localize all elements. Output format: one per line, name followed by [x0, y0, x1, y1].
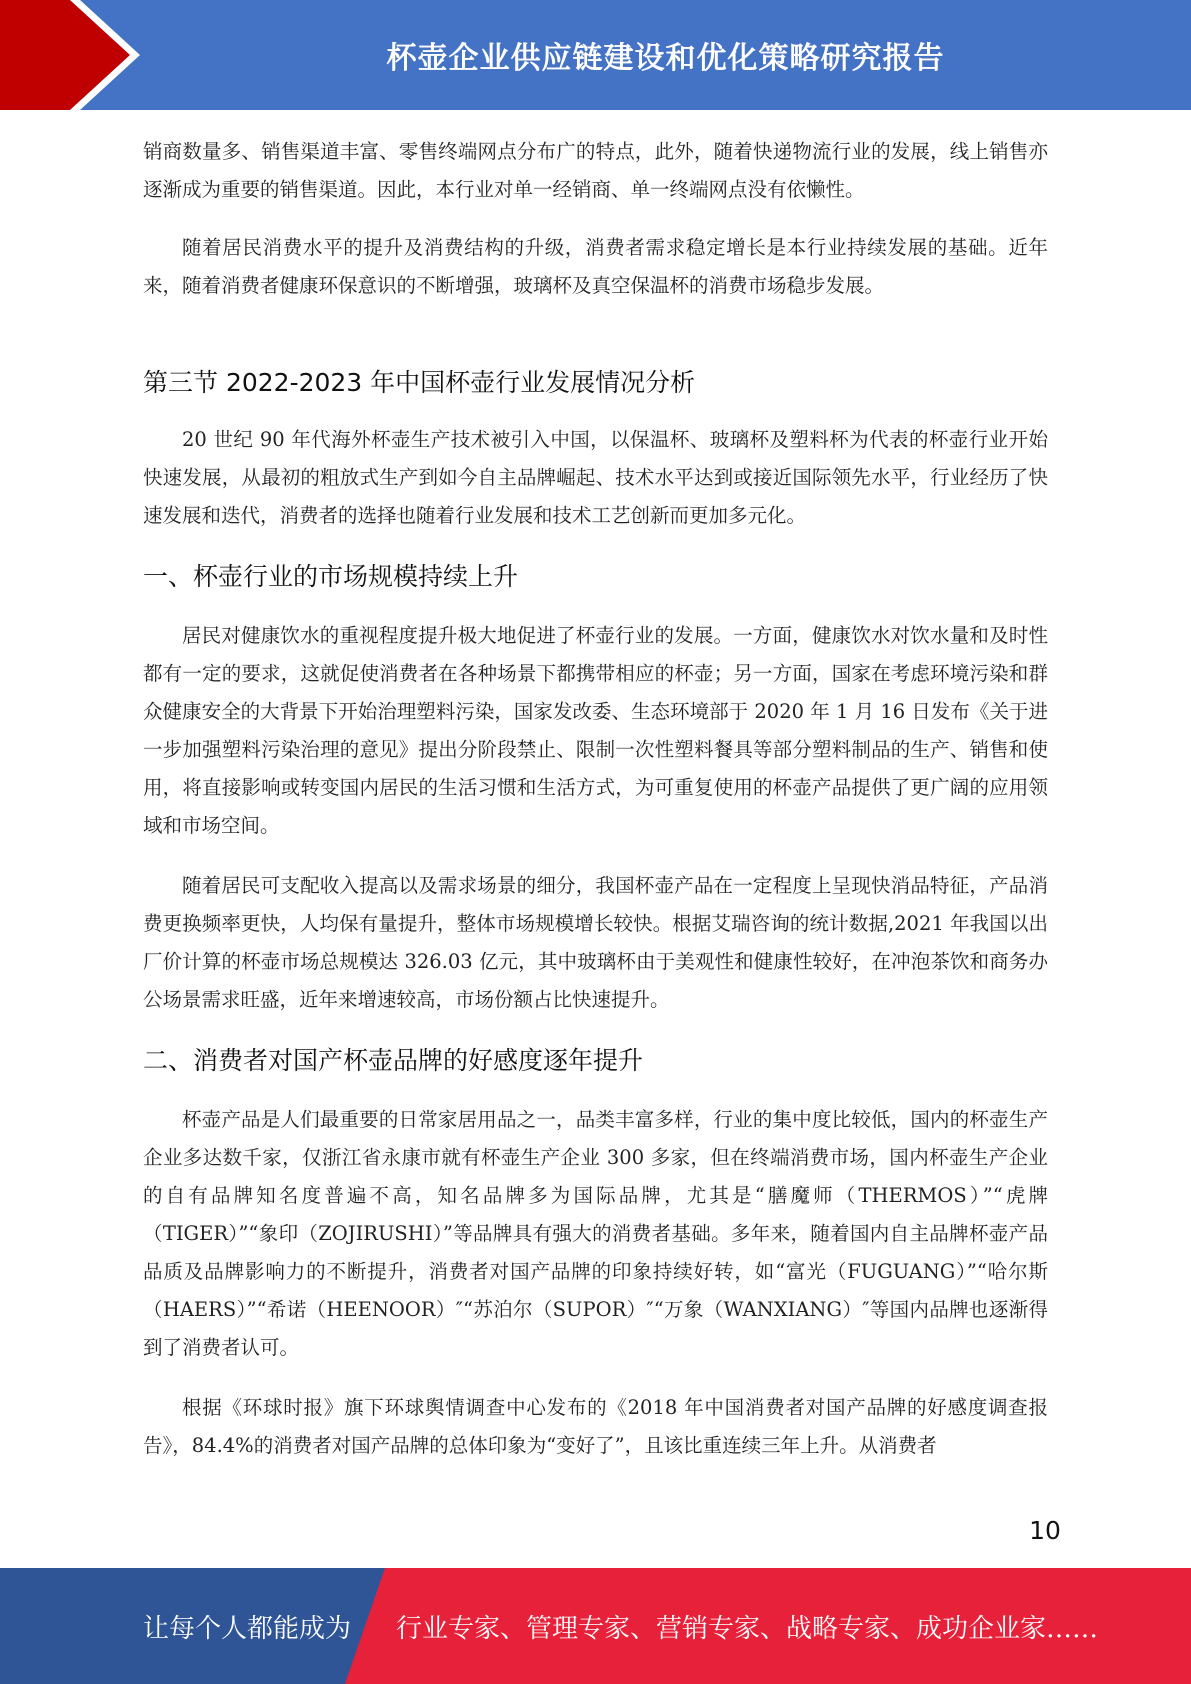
paragraph: 杯壶产品是人们最重要的日常家居用品之一，品类丰富多样，行业的集中度比较低，国内的杯壶生产企业多达数千家，仅浙江省永康市就有杯壶生产企业 300 多家，但在终端消费市场，国内杯壶生产企业的自有品牌知名度普遍不高，知名品牌多为国际品牌，尤其是“膳魔师（THERMOS）”“虎牌（TIGER）”“象印（ZOJIRUSHI）”等品牌具有强大的消费者基础。多年来，随着国内自主品牌杯壶产品品质及品牌影响力的不断提升，消费者对国产品牌的印象持续好转，如“富光（FUGUANG）”“哈尔斯（HAERS）”“希诺（HEENOOR）″“苏泊尔（SUPOR）″“万象（WANXIANG）″等国内品牌也逐渐得到了消费者认可。 — [143, 1108, 1048, 1359]
footer-slogan-right: 行业专家、管理专家、营销专家、战略专家、成功企业家…… — [396, 1613, 1099, 1644]
document-body — [143, 133, 1048, 1487]
paragraph: 根据《环球时报》旗下环球舆情调查中心发布的《2018 年中国消费者对国产品牌的好感度调查报告》，84.4%的消费者对国产品牌的总体印象为“变好了”，且该比重连续三年上升。从消费者 — [143, 1396, 1048, 1457]
paragraph: 20 世纪 90 年代海外杯壶生产技术被引入中国，以保温杯、玻璃杯及塑料杯为代表的杯壶行业开始快速发展，从最初的粗放式生产到如今自主品牌崛起、技术水平达到或接近国际领先水平，行业经历了快速发展和迭代，消费者的选择也随着行业发展和技术工艺创新而更加多元化。 — [143, 428, 1048, 527]
footer-slogan-left: 让每个人都能成为 — [143, 1613, 352, 1644]
page-header — [0, 0, 1191, 110]
paragraph: 销商数量多、销售渠道丰富、零售终端网点分布广的特点，此外，随着快递物流行业的发展，线上销售亦逐渐成为重要的销售渠道。因此，本行业对单一经销商、单一终端网点没有依懒性。 — [143, 140, 1048, 201]
section-title: 第三节 2022-2023 年中国杯壶行业发展情况分析 — [143, 368, 696, 397]
page-number: 10 — [1029, 1516, 1061, 1545]
subsection-title: 一、杯壶行业的市场规模持续上升 — [143, 562, 519, 591]
subsection-title: 二、消费者对国产杯壶品牌的好感度逐年提升 — [143, 1046, 644, 1075]
header-title: 杯壶企业供应链建设和优化策略研究报告 — [386, 41, 945, 76]
paragraph: 随着居民可支配收入提高以及需求场景的细分，我国杯壶产品在一定程度上呈现快消品特征，产品消费更换频率更快，人均保有量提升，整体市场规模增长较快。根据艾瑞咨询的统计数据,2021 年我国以出厂价计算的杯壶市场总规模达 326.03 亿元，其中玻璃杯由于美观性和健康性较好，在冲泡茶饮和商务办公场景需求旺盛，近年来增速较高，市场份额占比快速提升。 — [143, 874, 1048, 1011]
page-footer — [0, 1568, 1191, 1684]
paragraph: 居民对健康饮水的重视程度提升极大地促进了杯壶行业的发展。一方面，健康饮水对饮水量和及时性都有一定的要求，这就促使消费者在各种场景下都携带相应的杯壶；另一方面，国家在考虑环境污染和群众健康安全的大背景下开始治理塑料污染，国家发改委、生态环境部于 2020 年 1 月 16 日发布《关于进一步加强塑料污染治理的意见》提出分阶段禁止、限制一次性塑料餐具等部分塑料制品的生产、销售和使用，将直接影响或转变国内居民的生活习惯和生活方式，为可重复使用的杯壶产品提供了更广阔的应用领域和市场空间。 — [143, 624, 1048, 837]
header-arrow-shape — [0, 0, 160, 110]
paragraph: 随着居民消费水平的提升及消费结构的升级，消费者需求稳定增长是本行业持续发展的基础。近年来，随着消费者健康环保意识的不断增强，玻璃杯及真空保温杯的消费市场稳步发展。 — [143, 236, 1048, 297]
